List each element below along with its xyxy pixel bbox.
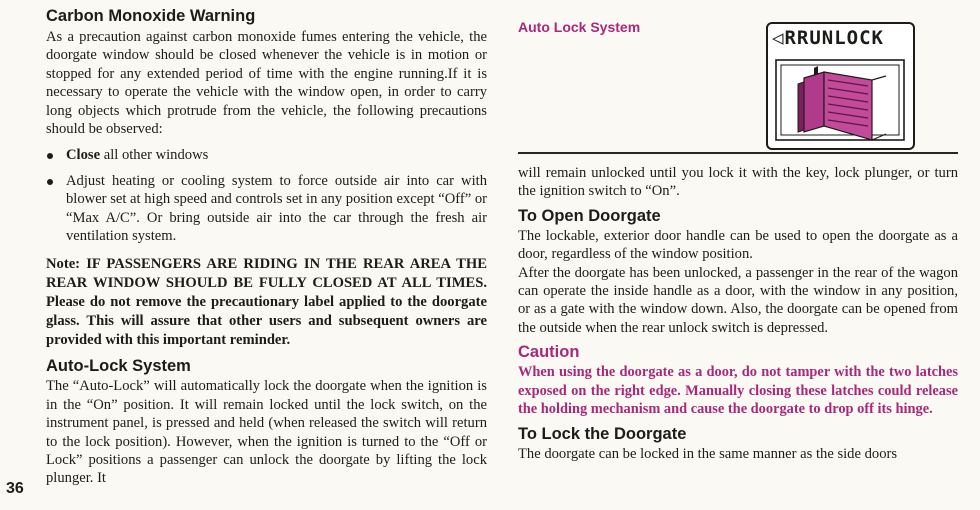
right-text-flow — [518, 164, 958, 464]
caution-heading: Caution — [518, 343, 580, 362]
lock-doorgate-heading: To Lock the Doorgate — [518, 425, 687, 444]
list-item: Adjust heating or cooling system to force outside air into car with blower set at high speed and controls set in any position except “Off” or “Max A/C”. Or bring outside air into the car through the fresh air ventilation system. — [46, 172, 487, 246]
open-doorgate-heading: To Open Doorgate — [518, 206, 661, 225]
left-column — [46, 6, 487, 488]
carbon-monoxide-heading: Carbon Monoxide Warning — [46, 7, 256, 25]
page-number: 36 — [6, 480, 24, 497]
unlock-label-text: ◁RRUNLOCK — [772, 27, 884, 49]
caution-text: When using the doorgate as a door, do not tamper with the two latches exposed on the right edge. Manually closing these latches could release the holding mechanism and cause the doorgate to drop off its hinge. — [518, 364, 958, 418]
bullet-text: all other windows — [100, 147, 209, 164]
precautions-list — [46, 146, 487, 245]
figure-title: Auto Lock System — [518, 19, 641, 35]
open-doorgate-text: The lockable, exterior door handle can be used to open the doorgate as a door, regardless of the window position. — [518, 227, 958, 263]
auto-lock-heading: Auto-Lock System — [46, 357, 191, 376]
bullet-bold-word: Close — [66, 147, 101, 164]
lock-doorgate-text: The doorgate can be locked in the same manner as the side doors — [518, 446, 898, 463]
continued-text: will remain unlocked until you lock it with the key, lock plunger, or turn the ignition switch to “On”. — [518, 165, 958, 200]
list-item — [46, 146, 487, 164]
open-doorgate-text-2: After the doorgate has been unlocked, a passenger in the rear of the wagon can operate the inside handle as a door, with the window in any position, or as a gate with the window down. Also, the doorgate can be opened from the outside when the rear unlock switch is depressed. — [518, 264, 958, 336]
carbon-monoxide-intro: As a precaution against carbon monoxide fumes entering the vehicle, the doorgate window should be closed whenever the vehicle is in motion or stopped for any extended period of time with the engine running.If it is necessary to operate the vehicle with the window open, in order to carry long objects which protrude from the vehicle, the following precautions should be observed: — [46, 29, 487, 138]
passenger-note: Note: IF PASSENGERS ARE RIDING IN THE REAR AREA THE REAR WINDOW SHOULD BE FULLY CLOSED AT ALL TIMES. Please do not remove the precautionary label applied to the doorgate glass. This will assure that other users and subsequent owners are provided with this important reminder. — [46, 256, 487, 348]
unlock-label-card — [766, 22, 915, 150]
auto-lock-figure — [518, 0, 958, 154]
auto-lock-text: The “Auto-Lock” will automatically lock the doorgate when the ignition is in the “On” position. It will remain locked until the lock switch, on the instrument panel, is pressed and held (when released the switch will return to the lock position). However, when the ignition is turned to the “Off or Lock” positions a passenger can unlock the doorgate by lifting the lock plunger. It — [46, 378, 487, 487]
lock-switch-illustration — [768, 54, 913, 146]
